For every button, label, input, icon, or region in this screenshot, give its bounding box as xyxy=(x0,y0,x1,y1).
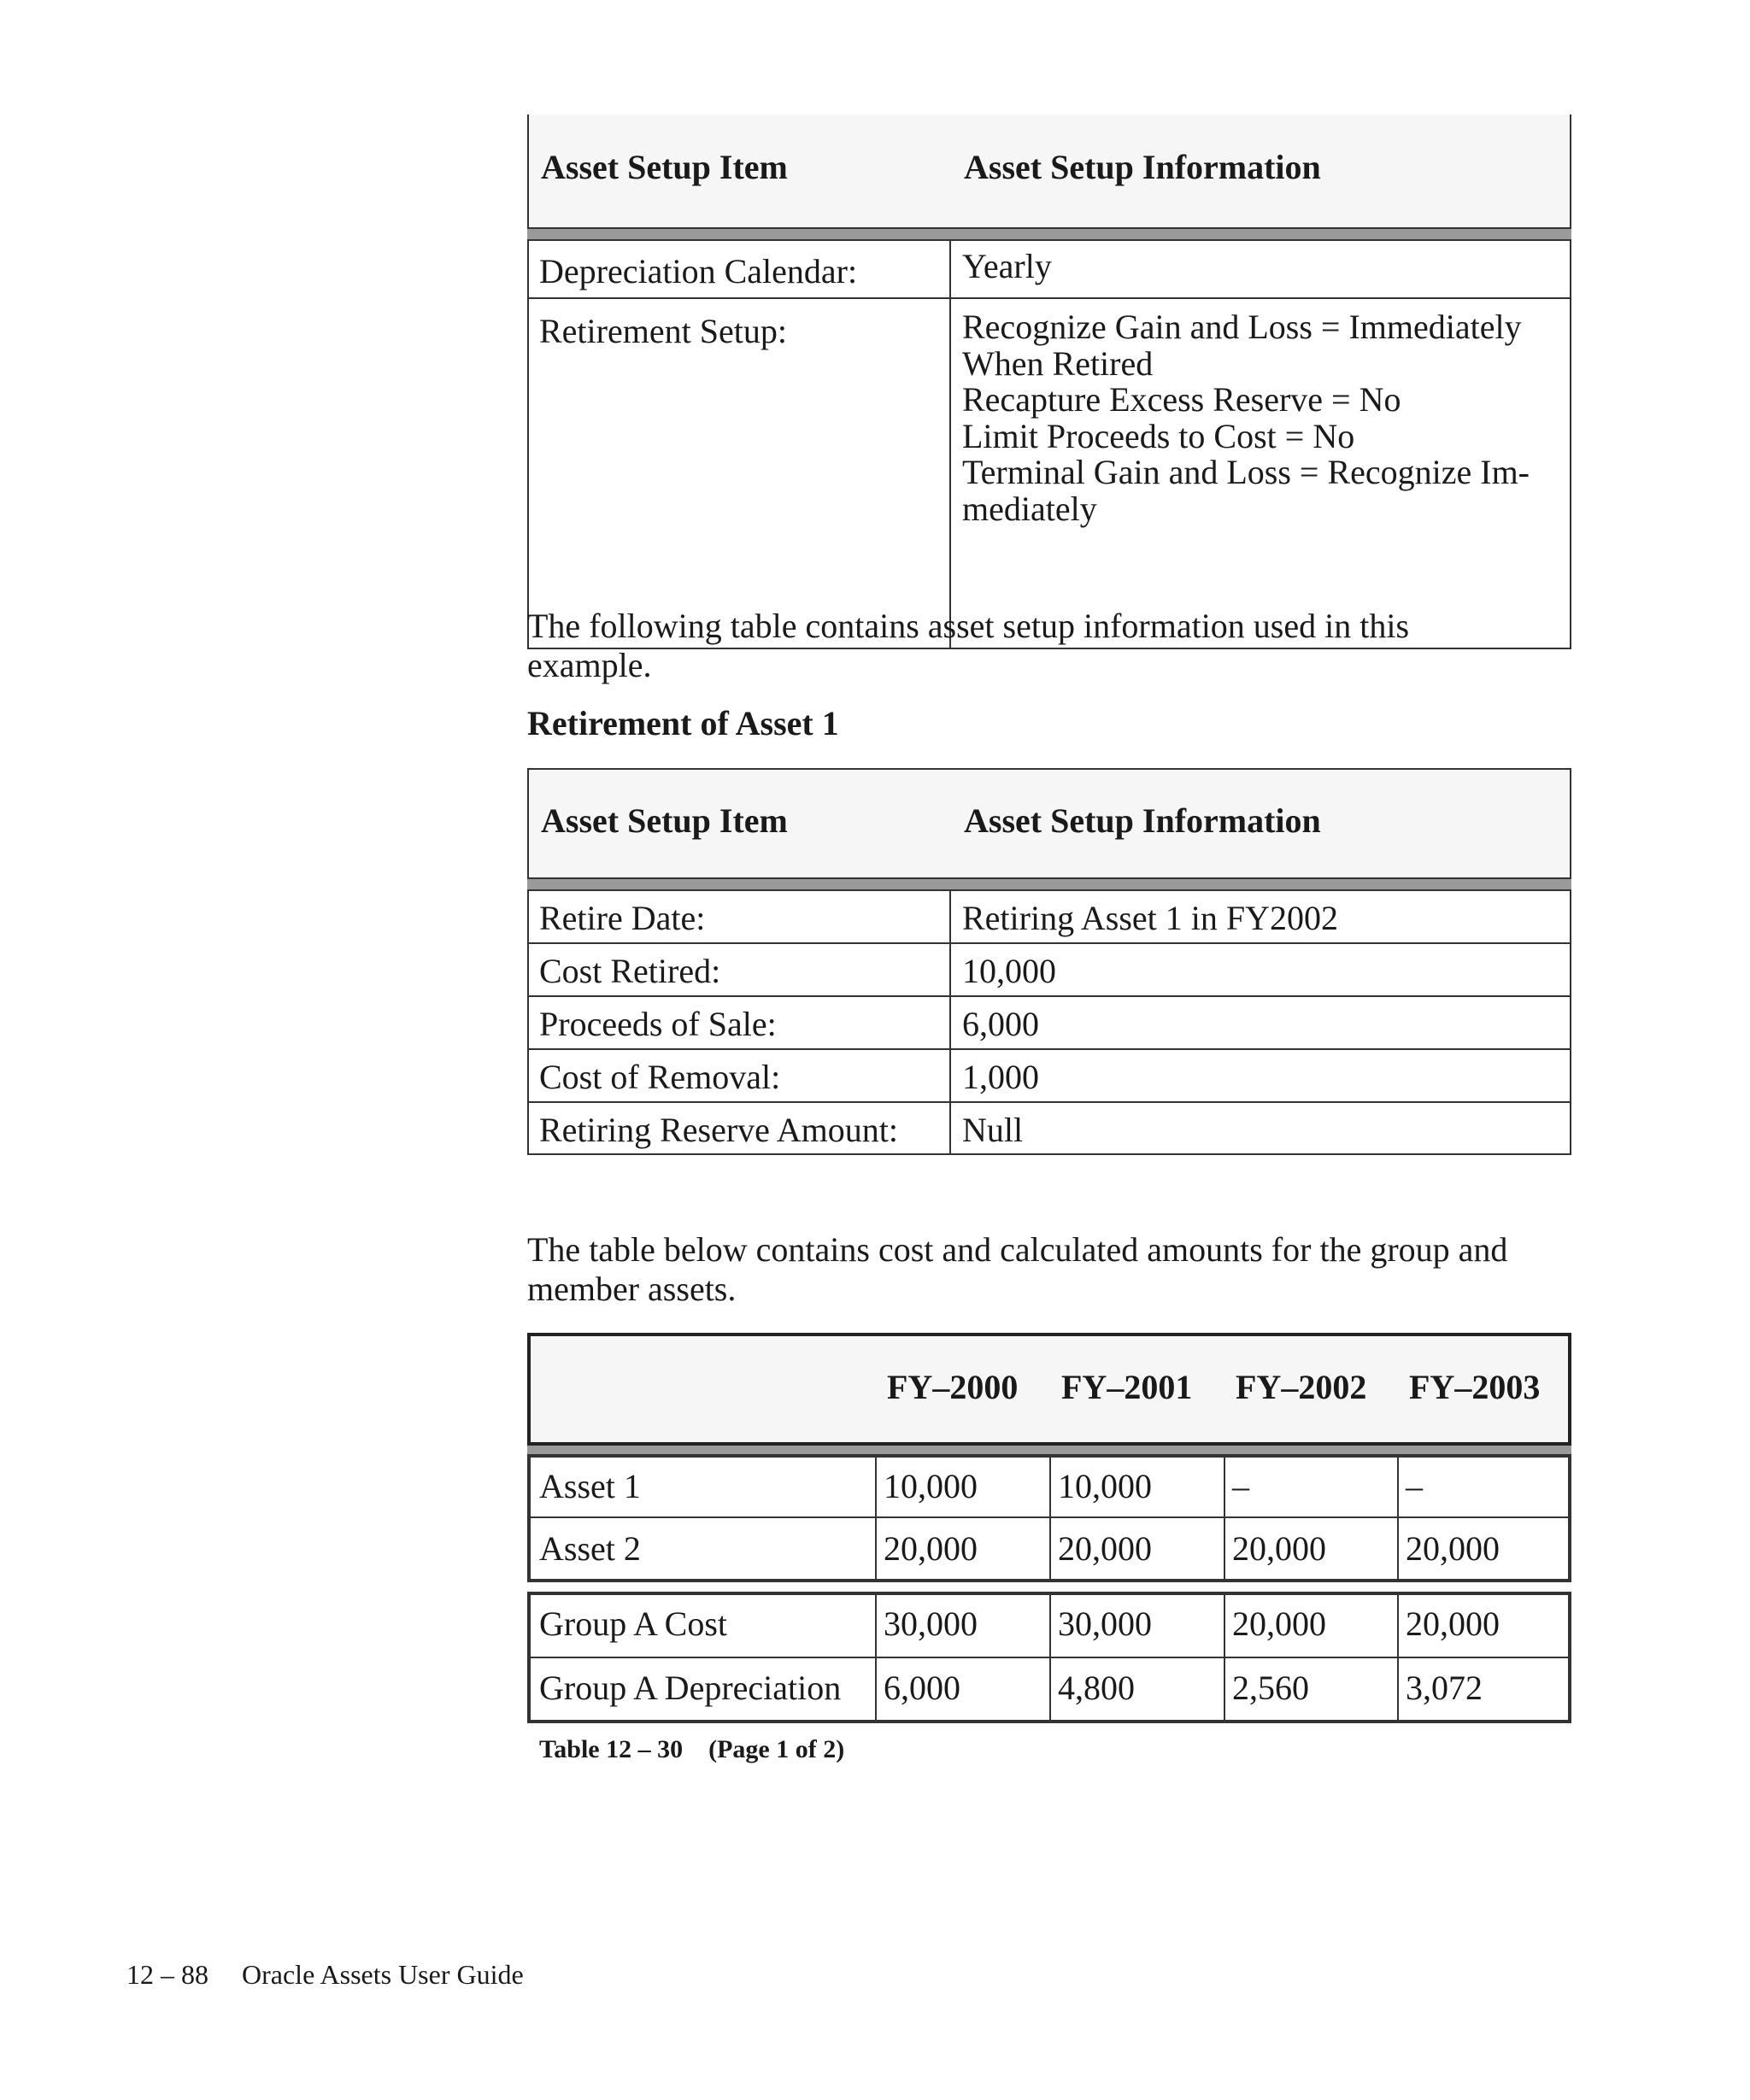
table-2-row-3-info: 6,000 xyxy=(962,1005,1039,1043)
table-3-header-col-4: FY–2003 xyxy=(1409,1368,1541,1406)
table-3-header-col-3: FY–2002 xyxy=(1236,1368,1367,1406)
table-row-group-depreciation-fy2001: 4,800 xyxy=(1058,1669,1135,1707)
table-2-row-4-info: 1,000 xyxy=(962,1058,1039,1096)
intro-paragraph-2: The table below contains cost and calculated amounts for the group and member assets. xyxy=(527,1230,1508,1308)
table-3 xyxy=(527,1333,1571,1763)
table-2-row-1-info: Retiring Asset 1 in FY2002 xyxy=(962,899,1339,937)
table-1-header-info: Asset Setup Information xyxy=(964,148,1321,186)
table-row-group-cost-fy2001: 30,000 xyxy=(1058,1604,1152,1643)
table-row-asset-2-fy2001: 20,000 xyxy=(1058,1529,1152,1568)
table-2 xyxy=(527,768,1571,1149)
info-line: Limit Proceeds to Cost = No xyxy=(962,416,1355,455)
table-row-asset-2-fy2002: 20,000 xyxy=(1232,1529,1326,1568)
table-2-header xyxy=(527,768,1571,879)
table-row-asset-1-label: Asset 1 xyxy=(539,1467,641,1505)
table-row-asset-1-fy2000: 10,000 xyxy=(884,1467,978,1505)
table-2-row-3-item: Proceeds of Sale: xyxy=(539,1005,777,1043)
table-3-group xyxy=(527,1592,1571,1724)
info-line: Terminal Gain and Loss = Recognize Im- xyxy=(962,453,1530,491)
table-row-asset-1-fy2001: 10,000 xyxy=(1058,1467,1152,1505)
table-1-separator xyxy=(527,229,1571,239)
table-row-group-cost-fy2000: 30,000 xyxy=(884,1604,978,1643)
table-row-group-depreciation-fy2003: 3,072 xyxy=(1406,1669,1483,1707)
table-2-row-5-item: Retiring Reserve Amount: xyxy=(539,1111,898,1149)
table-3-separator xyxy=(527,1446,1571,1454)
table-row-asset-2-fy2000: 20,000 xyxy=(884,1529,978,1568)
section-heading: Retirement of Asset 1 xyxy=(527,704,839,742)
table-1-row-2-item: Retirement Setup: xyxy=(539,312,787,350)
table-3-header-col-2: FY–2001 xyxy=(1061,1368,1193,1406)
table-2-row-5-info: Null xyxy=(962,1111,1024,1149)
table-3-header xyxy=(527,1333,1571,1446)
table-1-row-1-item: Depreciation Calendar: xyxy=(539,252,858,290)
table-2-row-2-item: Cost Retired: xyxy=(539,952,721,990)
table-row-group-cost-label: Group A Cost xyxy=(539,1604,728,1643)
table-caption: Table 12 – 30 (Page 1 of 2) xyxy=(539,1735,845,1763)
page-number: 12 – 88 xyxy=(126,1959,208,1990)
table-row-asset-2-label: Asset 2 xyxy=(539,1529,641,1568)
info-line: Recognize Gain and Loss = Immediately xyxy=(962,308,1522,346)
table-2-row-2-info: 10,000 xyxy=(962,952,1056,990)
table-row-asset-2-fy2003: 20,000 xyxy=(1406,1529,1500,1568)
table-2-header-item: Asset Setup Item xyxy=(541,801,788,840)
table-1 xyxy=(527,114,1571,528)
table-1-row-2-info xyxy=(962,309,1530,527)
table-row-group-depreciation-label: Group A Depreciation xyxy=(539,1669,842,1707)
info-line: mediately xyxy=(962,489,1097,528)
table-row-group-cost-fy2003: 20,000 xyxy=(1406,1604,1500,1643)
table-row-group-cost-fy2002: 20,000 xyxy=(1232,1604,1326,1643)
table-2-header-info: Asset Setup Information xyxy=(964,801,1321,840)
table-2-row-1-item: Retire Date: xyxy=(539,899,706,937)
table-1-row-1-info: Yearly xyxy=(962,247,1052,285)
table-3-header-col-1: FY–2000 xyxy=(887,1368,1019,1406)
info-line: When Retired xyxy=(962,343,1154,383)
table-row-group-depreciation-fy2000: 6,000 xyxy=(884,1669,960,1707)
table-1-header-item: Asset Setup Item xyxy=(541,148,788,186)
info-line: Recapture Excess Reserve = No xyxy=(962,380,1401,419)
footer-title: Oracle Assets User Guide xyxy=(242,1959,524,1990)
table-2-row-4-item: Cost of Removal: xyxy=(539,1058,781,1096)
table-row-asset-1-fy2002: – xyxy=(1232,1467,1249,1505)
table-row-asset-1-fy2003: – xyxy=(1406,1467,1423,1505)
table-2-separator xyxy=(527,879,1571,889)
table-3-members xyxy=(527,1454,1571,1582)
table-row-group-depreciation-fy2002: 2,560 xyxy=(1232,1669,1309,1707)
table-1-header xyxy=(527,114,1571,229)
intro-paragraph-1: The following table contains asset setup information used in this example. xyxy=(527,607,1410,684)
